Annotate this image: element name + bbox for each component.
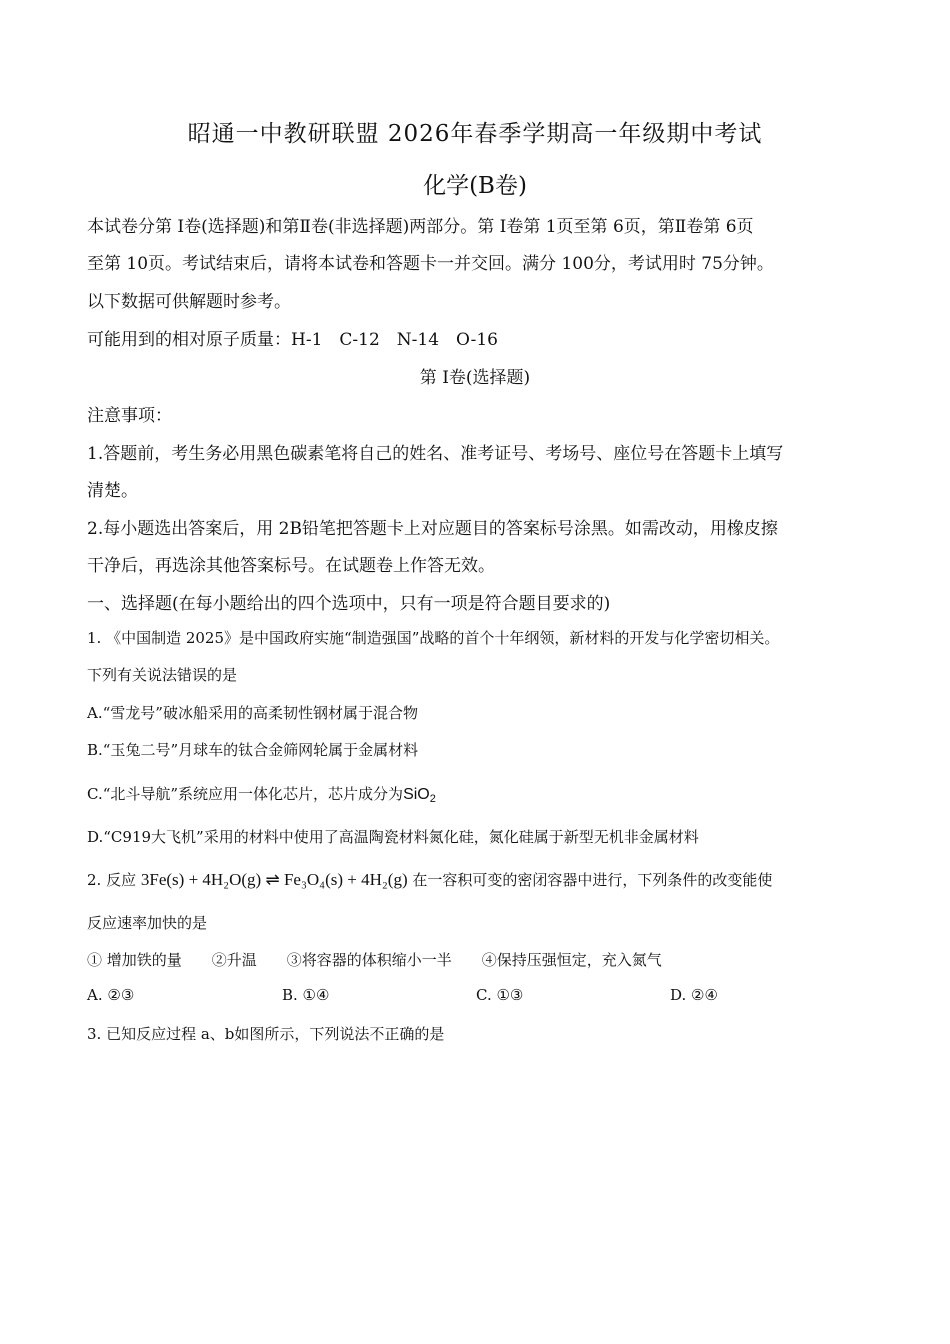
- sio2-subscript: 2: [429, 793, 436, 805]
- intro-line-1: 本试卷分第 I卷(选择题)和第Ⅱ卷(非选择题)两部分。第 I卷第 1页至第 6页，第Ⅱ卷第 6页: [87, 217, 754, 237]
- q1-option-a: A.“雪龙号”破冰船采用的高柔韧性钢材属于混合物: [87, 704, 418, 722]
- sio2-formula: SiO: [403, 786, 430, 803]
- q2-conditions: ① 增加铁的量 ②升温 ③将容器的体积缩小一半 ④保持压强恒定，充入氮气: [87, 951, 662, 969]
- q2-option-a: A. ②③: [87, 986, 135, 1004]
- section-heading: 第 I卷(选择题): [419, 368, 531, 388]
- q2-suffix: 在一容积可变的密闭容器中进行，下列条件的改变能使: [412, 871, 773, 889]
- intro-line-2: 至第 10页。考试结束后，请将本试卷和答题卡一并交回。满分 100分，考试用时 75分钟。: [87, 254, 774, 274]
- q2-stem-line-1: [87, 869, 772, 890]
- q1-option-d: D.“C919大飞机”采用的材料中使用了高温陶瓷材料氮化硅，氮化硅属于新型无机非金属材料: [87, 828, 699, 846]
- q2-equation: 3Fe(s) + 4H₂O(g) ⇌ Fe₃O₄(s) + 4H₂(g): [140, 870, 408, 889]
- q2-option-b: B. ①④: [282, 986, 330, 1004]
- note-1-line-1: 1.答题前，考生务必用黑色碳素笔将自己的姓名、准考证号、考场号、座位号在答题卡上填写: [87, 444, 784, 464]
- q1-option-c: [87, 783, 436, 805]
- atomic-mass-line: 可能用到的相对原子质量：H-1 C-12 N-14 O-16: [87, 330, 498, 350]
- exam-title: 昭通一中教研联盟 2026年春季学期高一年级期中考试: [187, 121, 763, 147]
- q2-option-d: D. ②④: [670, 986, 718, 1004]
- exam-subtitle: 化学(B卷): [423, 173, 527, 199]
- note-2-line-1: 2.每小题选出答案后，用 2B铅笔把答题卡上对应题目的答案标号涂黑。如需改动，用橡皮擦: [87, 519, 778, 539]
- q1-stem-line-2: 下列有关说法错误的是: [87, 666, 238, 684]
- q1-stem-line-1: 1. 《中国制造 2025》是中国政府实施“制造强国”战略的首个十年纲领，新材料的开发与化学密切相关。: [87, 629, 780, 647]
- q1-option-b: B.“玉兔二号”月球车的钛合金筛网轮属于金属材料: [87, 741, 419, 759]
- part-heading: 一、选择题(在每小题给出的四个选项中，只有一项是符合题目要求的): [87, 594, 611, 614]
- intro-line-3: 以下数据可供解题时参考。: [87, 292, 291, 312]
- note-1-line-2: 清楚。: [87, 481, 138, 501]
- q3-stem: 3. 已知反应过程 a、b如图所示，下列说法不正确的是: [87, 1025, 445, 1043]
- q1-option-c-text: C.“北斗导航”系统应用一体化芯片，芯片成分为: [87, 785, 404, 803]
- q2-prefix: 2. 反应: [87, 871, 137, 889]
- notes-heading: 注意事项：: [87, 406, 172, 426]
- q2-stem-line-2: 反应速率加快的是: [87, 914, 208, 932]
- q2-option-c: C. ①③: [476, 986, 524, 1004]
- note-2-line-2: 干净后，再选涂其他答案标号。在试题卷上作答无效。: [87, 556, 495, 576]
